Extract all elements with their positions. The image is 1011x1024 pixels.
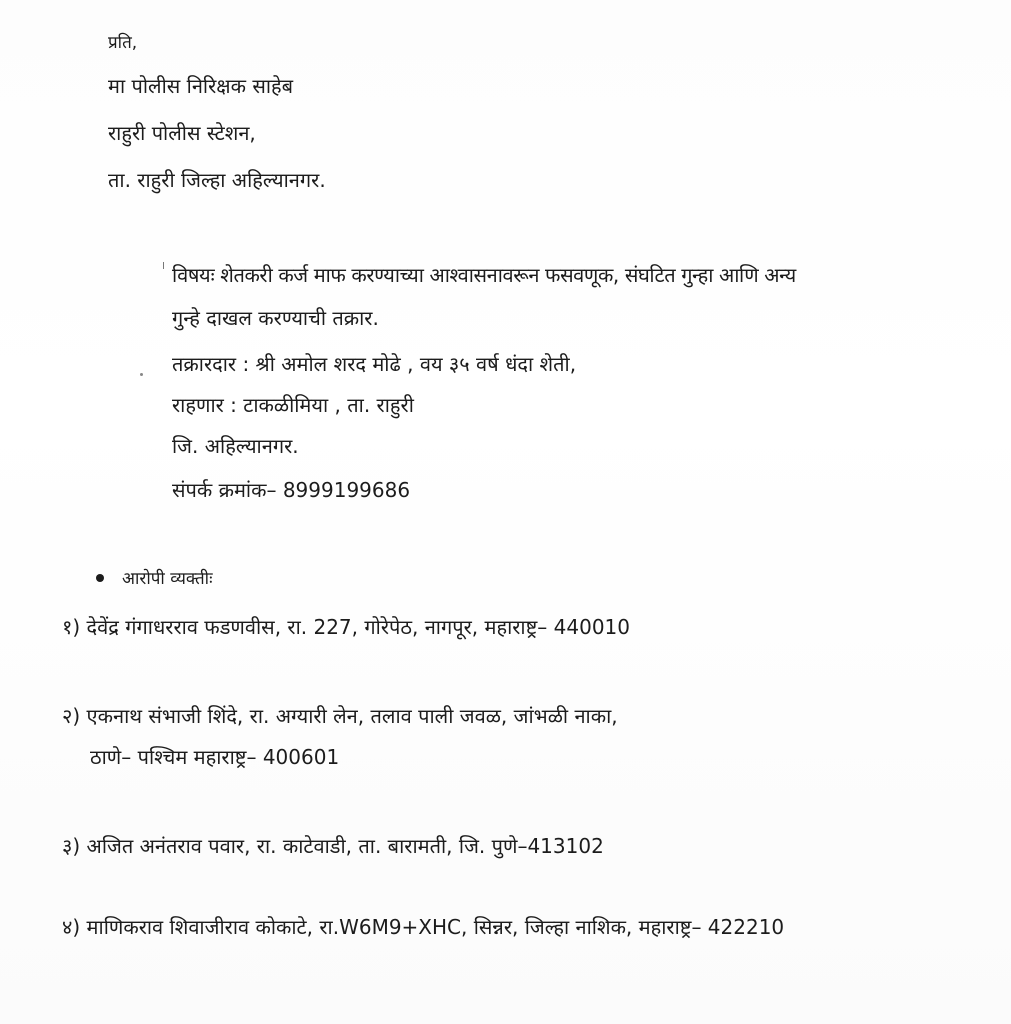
bullet-dot-icon — [96, 574, 104, 582]
accused-item-2: २) एकनाथ संभाजी शिंदे, रा. अग्यारी लेन, तलाव पाली जवळ, जांभळी नाका, — [62, 704, 618, 728]
accused-item-4: ४) माणिकराव शिवाजीराव कोकाटे, रा.W6M9+XHC, सिन्नर, जिल्हा नाशिक, महाराष्ट्र– 422210 — [62, 915, 785, 939]
accused-item-1: १) देवेंद्र गंगाधरराव फडणवीस, रा. 227, गोरेपेठ, नागपूर, महाराष्ट्र– 440010 — [62, 615, 630, 639]
contact-line: संपर्क क्रमांक– 8999199686 — [172, 478, 411, 502]
recipient-station: राहुरी पोलीस स्टेशन, — [108, 121, 256, 145]
salutation: प्रति, — [108, 33, 138, 53]
subject-line-2: गुन्हे दाखल करण्याची तक्रार. — [172, 306, 379, 330]
accused-item-3: ३) अजित अनंतराव पवार, रा. काटेवाडी, ता. बारामती, जि. पुणे–413102 — [62, 834, 604, 858]
recipient-district: ता. राहुरी जिल्हा अहिल्यानगर. — [108, 168, 326, 192]
district-line: जि. अहिल्यानगर. — [172, 434, 299, 458]
accused-heading: आरोपी व्यक्तीः — [122, 569, 213, 589]
accused-item-2-cont: ठाणे– पश्चिम महाराष्ट्र– 400601 — [90, 745, 340, 769]
ink-speck — [140, 373, 143, 376]
residence-line: राहणार : टाकळीमिया , ता. राहुरी — [172, 393, 414, 417]
ink-mark — [163, 262, 164, 269]
recipient-title: मा पोलीस निरिक्षक साहेब — [108, 74, 294, 98]
complainant-line: तक्रारदार : श्री अमोल शरद मोढे , वय ३५ वर्ष धंदा शेती, — [172, 352, 577, 376]
accused-heading-row — [96, 566, 213, 589]
subject-line-1: विषयः शेतकरी कर्ज माफ करण्याच्या आश्वासनावरून फसवणूक, संघटित गुन्हा आणि अन्य — [172, 263, 796, 287]
